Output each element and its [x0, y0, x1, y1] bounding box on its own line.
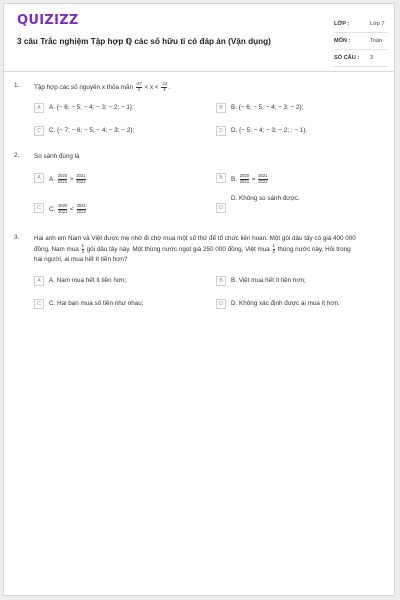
option-prefix: C. — [49, 205, 56, 213]
header-divider — [4, 71, 394, 72]
question-number: 3. — [14, 234, 20, 241]
question-text-mid: < x < — [144, 83, 159, 91]
option-text — [49, 204, 87, 214]
fraction-denominator: 2022 — [76, 178, 86, 184]
option-letter-box: B — [216, 103, 226, 113]
option-letter-box: D — [216, 203, 226, 213]
fraction — [58, 204, 67, 214]
option-text: B. Việt mua hết ít tiền hơn; — [231, 277, 306, 284]
worksheet-header — [4, 4, 394, 72]
fraction-denominator: 4 — [163, 86, 166, 92]
option-text — [49, 174, 87, 184]
meta-key: MÔN : — [334, 38, 351, 44]
option-letter-box: D — [216, 126, 226, 136]
question-line-2 — [34, 244, 389, 255]
fraction-numerator: 2020 — [57, 173, 68, 178]
question-text-segment: thùng nước này. Hỏi trong — [277, 245, 351, 253]
option-prefix: B. — [231, 175, 237, 183]
worksheet-page — [3, 3, 395, 596]
fraction-numerator: 2021 — [76, 173, 86, 178]
worksheet-title: 3 câu Trắc nghiệm Tập hợp ℚ các số hữu tỉ có đáp án (Vận dụng) — [17, 37, 271, 46]
fraction-numerator: 2020 — [58, 203, 68, 208]
meta-table — [334, 16, 388, 67]
question-line-1: Hai anh em Nam và Việt được mẹ nhờ đi chợ mua một số thứ để tổ chức liên hoan. Một gói dâu tây có giá 400 000 — [34, 235, 356, 242]
meta-value: 3 — [370, 55, 374, 61]
fraction — [258, 174, 267, 184]
fraction-denominator: 2021 — [57, 178, 68, 184]
option-letter-box: A — [34, 103, 44, 113]
comparison-operator: > — [69, 175, 74, 183]
fraction-denominator: 2021 — [58, 208, 68, 214]
fraction — [240, 174, 249, 184]
meta-value: Lớp 7 — [370, 21, 385, 27]
fraction — [82, 244, 84, 254]
fraction — [58, 174, 67, 184]
fraction-numerator: 1 — [81, 243, 84, 248]
fraction — [136, 82, 142, 92]
meta-key: LỚP : — [334, 21, 350, 27]
option-text: A. Nam mua hết ít tiền hơn; — [49, 277, 127, 284]
fraction — [161, 82, 167, 92]
meta-value: Toán — [370, 38, 383, 44]
fraction-numerator: 2021 — [258, 173, 268, 178]
fraction-numerator: -13 — [161, 81, 168, 86]
fraction-denominator: 2 — [272, 248, 275, 254]
quizizz-logo: QUIZIZZ — [17, 13, 79, 28]
fraction-numerator: 1 — [272, 243, 275, 248]
option-text: C. Hai bạn mua số tiền như nhau; — [49, 300, 144, 307]
question-line-3: hai người, ai mua hết ít tiền hơn? — [34, 255, 128, 263]
option-text: B. {− 6; − 5; − 4; − 3; − 2}; — [231, 104, 304, 111]
option-text: D. {− 5; − 4; − 3; − 2; ; − 1}. — [231, 127, 308, 134]
fraction — [77, 204, 86, 214]
question-text-pre: Tập hợp các số nguyên x thỏa mãn — [34, 83, 133, 91]
comparison-operator: = — [251, 175, 256, 183]
option-text: A. {− 6; − 5; − 4; − 3; − 2; − 1}; — [49, 104, 134, 111]
question-text — [34, 82, 389, 93]
option-text: D. Không so sánh được. — [231, 195, 300, 202]
question-text-post: . — [168, 83, 171, 91]
meta-row-grade — [334, 16, 388, 33]
fraction-numerator: 2020 — [239, 173, 250, 178]
question-text-segment: gói dâu tây này. Một thùng nước ngọt giá 250 000 đồng, Việt mua — [86, 245, 270, 253]
option-letter-box: C — [34, 203, 44, 213]
fraction-denominator: 3 — [81, 248, 84, 254]
option-text: C. {− 7; − 6; − 5; − 4; − 3; − 2}; — [49, 127, 135, 134]
fraction — [76, 174, 85, 184]
fraction-numerator: 2021 — [76, 203, 86, 208]
option-letter-box: C — [34, 126, 44, 136]
option-letter-box: B — [216, 173, 226, 183]
fraction-denominator: 4 — [137, 86, 140, 92]
question-text: So sánh đúng là — [34, 153, 80, 160]
meta-row-count — [334, 50, 388, 67]
option-letter-box: C — [34, 299, 44, 309]
fraction-numerator: -27 — [135, 81, 142, 86]
option-letter-box: B — [216, 276, 226, 286]
option-letter-box: D — [216, 299, 226, 309]
option-prefix: A. — [49, 175, 55, 183]
meta-key: SỐ CÂU : — [334, 55, 360, 61]
fraction-denominator: 2022 — [76, 208, 86, 214]
meta-row-subject — [334, 33, 388, 50]
question-text — [34, 234, 389, 265]
fraction-denominator: 2021 — [239, 178, 250, 184]
option-text: D. Không xác định được ai mua ít hơn. — [231, 300, 340, 307]
option-letter-box: A — [34, 173, 44, 183]
question-number: 2. — [14, 152, 20, 159]
fraction-denominator: 2022 — [258, 178, 268, 184]
comparison-operator: < — [70, 205, 74, 213]
fraction — [273, 244, 275, 254]
question-number: 1. — [14, 82, 20, 89]
option-letter-box: A — [34, 276, 44, 286]
question-text-segment: đồng, Nam mua — [34, 245, 79, 253]
option-text — [231, 174, 269, 184]
